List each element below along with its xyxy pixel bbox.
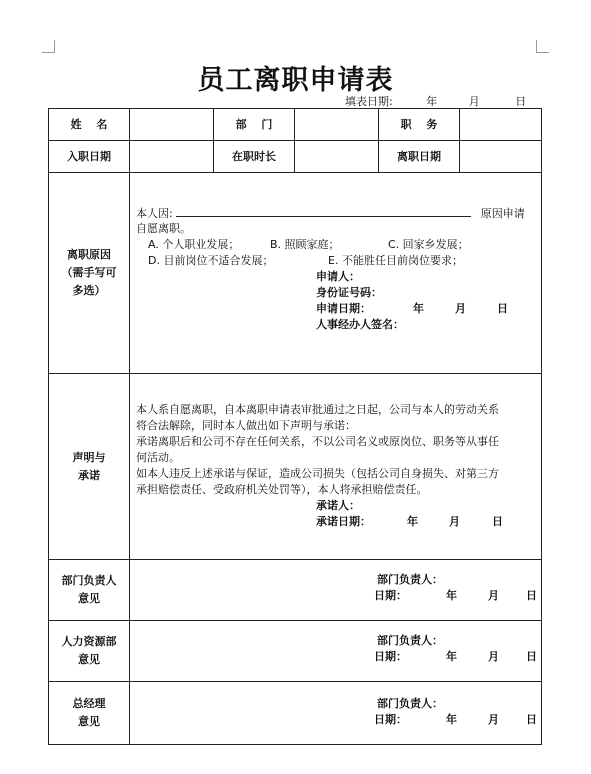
gm-opinion-month: 月 [488,713,499,726]
leave-date-field[interactable] [460,141,542,173]
fill-date-label: 填表日期: [345,95,393,108]
dept-opinion-date: 日期： [374,589,407,602]
statement-line-5: 如本人违反上述承诺与保证，造成公司损失（包括公司自身损失、对第三方 [136,467,499,480]
position-field[interactable] [460,109,542,141]
name-field[interactable] [130,109,214,141]
statement-line-1: 本人系自愿离职，自本离职申请表审批通过之日起，公司与本人的劳动关系 [136,403,499,416]
hire-date-field[interactable] [130,141,214,173]
apply-date-day: 日 [497,302,508,315]
gm-opinion-signer: 部门负责人： [377,697,443,710]
fill-date-year: 年 [426,95,438,108]
page-corner-mark-left [42,40,55,53]
dept-opinion-year: 年 [446,589,457,602]
page-corner-mark-right [536,40,549,53]
reason-label-line3: 多选） [72,284,106,297]
hr-opinion-content[interactable] [130,621,542,682]
gm-opinion-label [49,682,130,745]
reason-label-line1: 离职原因 [67,248,111,261]
row-hr-opinion [49,621,542,682]
hr-opinion-signer: 部门负责人： [377,634,443,647]
dept-opinion-day: 日 [526,589,537,602]
fill-date [345,93,526,109]
reason-intro-tail: 原因申请 [480,207,525,220]
promisor-label: 承诺人： [316,499,360,512]
dept-opinion-label-line2: 意见 [78,592,100,605]
department-label: 部 门 [214,109,295,141]
dept-opinion-signer: 部门负责人： [377,573,443,586]
dept-opinion-label-line1: 部门负责人 [61,574,117,587]
dept-opinion-month: 月 [488,589,499,602]
apply-date-year: 年 [413,302,424,315]
statement-line-3: 承诺离职后和公司不存在任何关系，不以公司名义或原岗位、职务等从事任 [136,435,499,448]
reason-option-d[interactable]: D. 目前岗位不适合发展； [148,254,274,267]
reason-label-line2: （需手写可 [61,266,117,279]
row-gm-opinion [49,682,542,745]
tenure-field[interactable] [295,141,379,173]
applicant-label: 申请人： [316,270,360,283]
statement-line-6: 承担赔偿责任、受政府机关处罚等），本人将承担赔偿责任。 [136,483,428,496]
reason-intro: 本人因: [136,207,173,220]
reason-option-a[interactable]: A. 个人职业发展； [148,238,240,251]
gm-opinion-day: 日 [526,713,537,726]
department-field[interactable] [295,109,379,141]
promise-date-label: 承诺日期： [316,515,371,528]
row-basic-info [49,109,542,141]
row-statement [49,374,542,560]
apply-date-month: 月 [455,302,466,315]
reason-content[interactable] [130,173,542,374]
reason-option-e[interactable]: E. 不能胜任目前岗位要求； [328,254,463,267]
reason-option-c[interactable]: C. 回家乡发展； [388,238,469,251]
hr-opinion-year: 年 [446,650,457,663]
row-dates [49,141,542,173]
promise-date-year: 年 [407,515,418,528]
hire-date-label: 入职日期 [49,141,130,173]
gm-opinion-date: 日期： [374,713,407,726]
row-dept-opinion [49,560,542,621]
hr-opinion-date: 日期： [374,650,407,663]
id-number-label: 身份证号码： [316,286,382,299]
fill-date-month: 月 [468,95,480,108]
statement-line-4: 何活动。 [136,451,180,464]
resignation-form-table [48,108,542,745]
gm-opinion-year: 年 [446,713,457,726]
statement-label [49,374,130,560]
page-title: 员工离职申请表 [197,65,394,96]
hr-opinion-label [49,621,130,682]
gm-opinion-label-line1: 总经理 [72,697,106,710]
fill-date-day: 日 [515,95,527,108]
name-label: 姓 名 [49,109,130,141]
hr-opinion-month: 月 [488,650,499,663]
apply-date-label: 申请日期： [316,302,371,315]
promise-date-month: 月 [449,515,460,528]
gm-opinion-content[interactable] [130,682,542,745]
statement-content [130,374,542,560]
gm-opinion-label-line2: 意见 [78,715,100,728]
row-reason [49,173,542,374]
reason-intro-line2: 自愿离职。 [136,222,191,235]
promise-date-day: 日 [492,515,503,528]
hr-opinion-day: 日 [526,650,537,663]
position-label: 职 务 [379,109,460,141]
reason-blank-line[interactable] [176,205,471,217]
reason-label [49,173,130,374]
leave-date-label: 离职日期 [379,141,460,173]
hr-opinion-label-line2: 意见 [78,653,100,666]
hr-signature-label: 人事经办人签名： [316,318,404,331]
dept-opinion-label [49,560,130,621]
hr-opinion-label-line1: 人力资源部 [61,635,117,648]
dept-opinion-content[interactable] [130,560,542,621]
tenure-label: 在职时长 [214,141,295,173]
statement-label-line1: 声明与 [72,450,106,464]
statement-label-line2: 承诺 [78,468,100,482]
reason-option-b[interactable]: B. 照顾家庭； [270,238,340,251]
statement-line-2: 将合法解除，同时本人做出如下声明与承诺： [136,419,356,432]
